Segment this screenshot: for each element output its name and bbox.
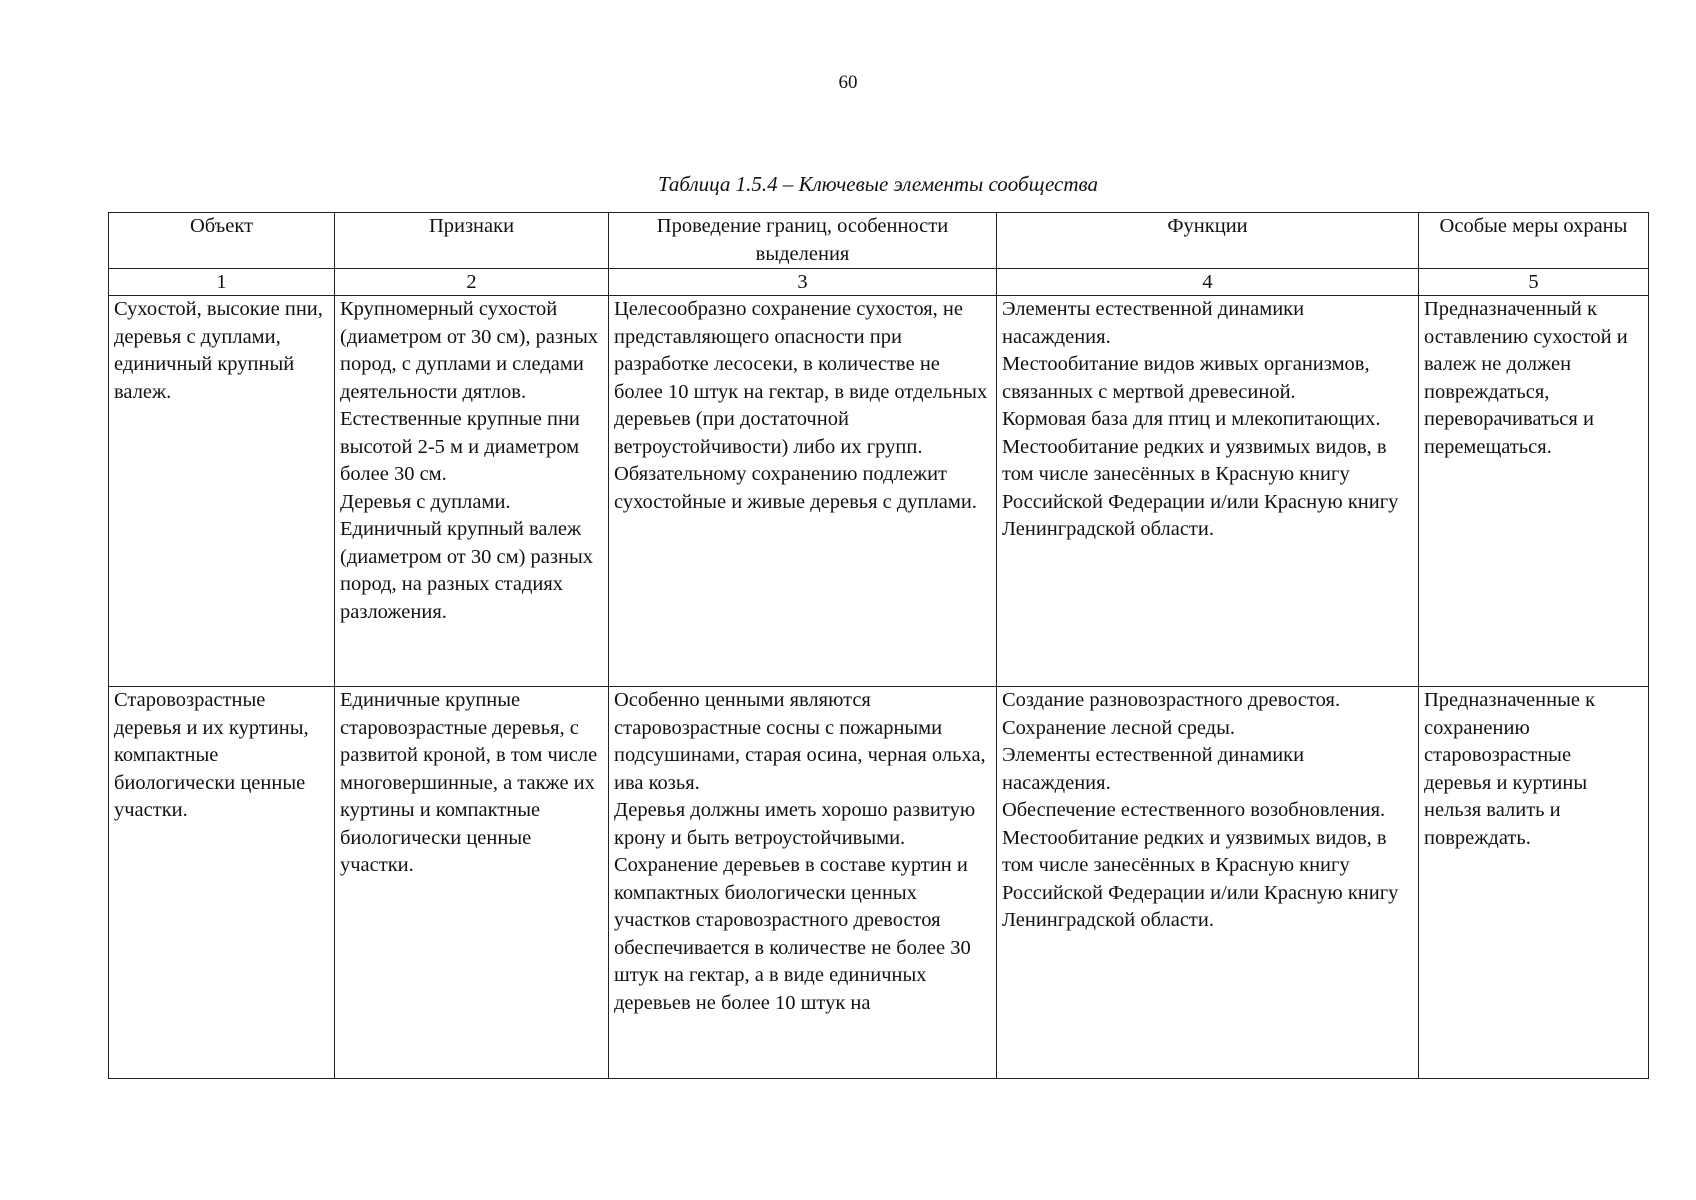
table-row — [109, 296, 1649, 687]
cell-protection: Предназначенный к оставлению сухостой и валеж не должен повреждаться, переворачиваться и перемещаться. — [1419, 296, 1649, 687]
cell-object: Сухостой, высокие пни, деревья с дуплами, единичный крупный валеж. — [109, 296, 335, 687]
cell-functions: Элементы естественной динамики насаждения. Местообитание видов живых организмов, связанных с мертвой древесиной. Кормовая база для птиц и млекопитающих. Местообитание редких и уязвимых видов, в том числе занесённых в Красную книгу Российской Федерации и/или Красную книгу Ленинградской области. — [997, 296, 1419, 687]
table-caption: Таблица 1.5.4 – Ключевые элементы сообщества — [658, 172, 1098, 196]
cell-object: Старовозрастные деревья и их куртины, компактные биологически ценные участки. — [109, 687, 335, 1079]
column-number-row — [109, 269, 1649, 296]
column-number: 1 — [109, 269, 335, 296]
column-number: 2 — [335, 269, 609, 296]
cell-features: Единичные крупные старовозрастные деревья, с развитой кроной, в том числе многовершинные, а также их куртины и компактные биологически ценные участки. — [335, 687, 609, 1079]
cell-protection: Предназначенные к сохранению старовозрастные деревья и куртины нельзя валить и повреждать. — [1419, 687, 1649, 1079]
column-number: 3 — [609, 269, 997, 296]
cell-features: Крупномерный сухостой (диаметром от 30 см), разных пород, с дуплами и следами деятельности дятлов. Естественные крупные пни высотой 2-5 м и диаметром более 30 см. Деревья с дуплами. Единичный крупный валеж (диаметром от 30 см) разных пород, на разных стадиях разложения. — [335, 296, 609, 687]
page-number: 60 — [838, 72, 858, 93]
column-number: 4 — [997, 269, 1419, 296]
header-protection: Особые меры охраны — [1419, 213, 1649, 269]
header-object: Объект — [109, 213, 335, 269]
cell-boundaries: Особенно ценными являются старовозрастные сосны с пожарными подсушинами, старая осина, черная ольха, ива козья. Деревья должны иметь хорошо развитую крону и быть ветроустойчивыми. Сохранение деревьев в составе куртин и компактных биологически ценных участков старовозрастного древостоя обеспечивается в количестве не более 30 штук на гектар, а в виде единичных деревьев не более 10 штук на — [609, 687, 997, 1079]
column-number: 5 — [1419, 269, 1649, 296]
header-functions: Функции — [997, 213, 1419, 269]
cell-functions: Создание разновозрастного древостоя. Сохранение лесной среды. Элементы естественной динамики насаждения. Обеспечение естественного возобновления. Местообитание редких и уязвимых видов, в том числе занесённых в Красную книгу Российской Федерации и/или Красную книгу Ленинградской области. — [997, 687, 1419, 1079]
header-features: Признаки — [335, 213, 609, 269]
table-header-row — [109, 213, 1649, 269]
cell-boundaries: Целесообразно сохранение сухостоя, не представляющего опасности при разработке лесосеки, в количестве не более 10 штук на гектар, в виде отдельных деревьев (при достаточной ветроустойчивости) либо их групп. Обязательному сохранению подлежит сухостойные и живые деревья с дуплами. — [609, 296, 997, 687]
header-boundaries: Проведение границ, особенности выделения — [609, 213, 997, 269]
table-row — [109, 687, 1649, 1079]
key-elements-table — [108, 212, 1649, 1079]
